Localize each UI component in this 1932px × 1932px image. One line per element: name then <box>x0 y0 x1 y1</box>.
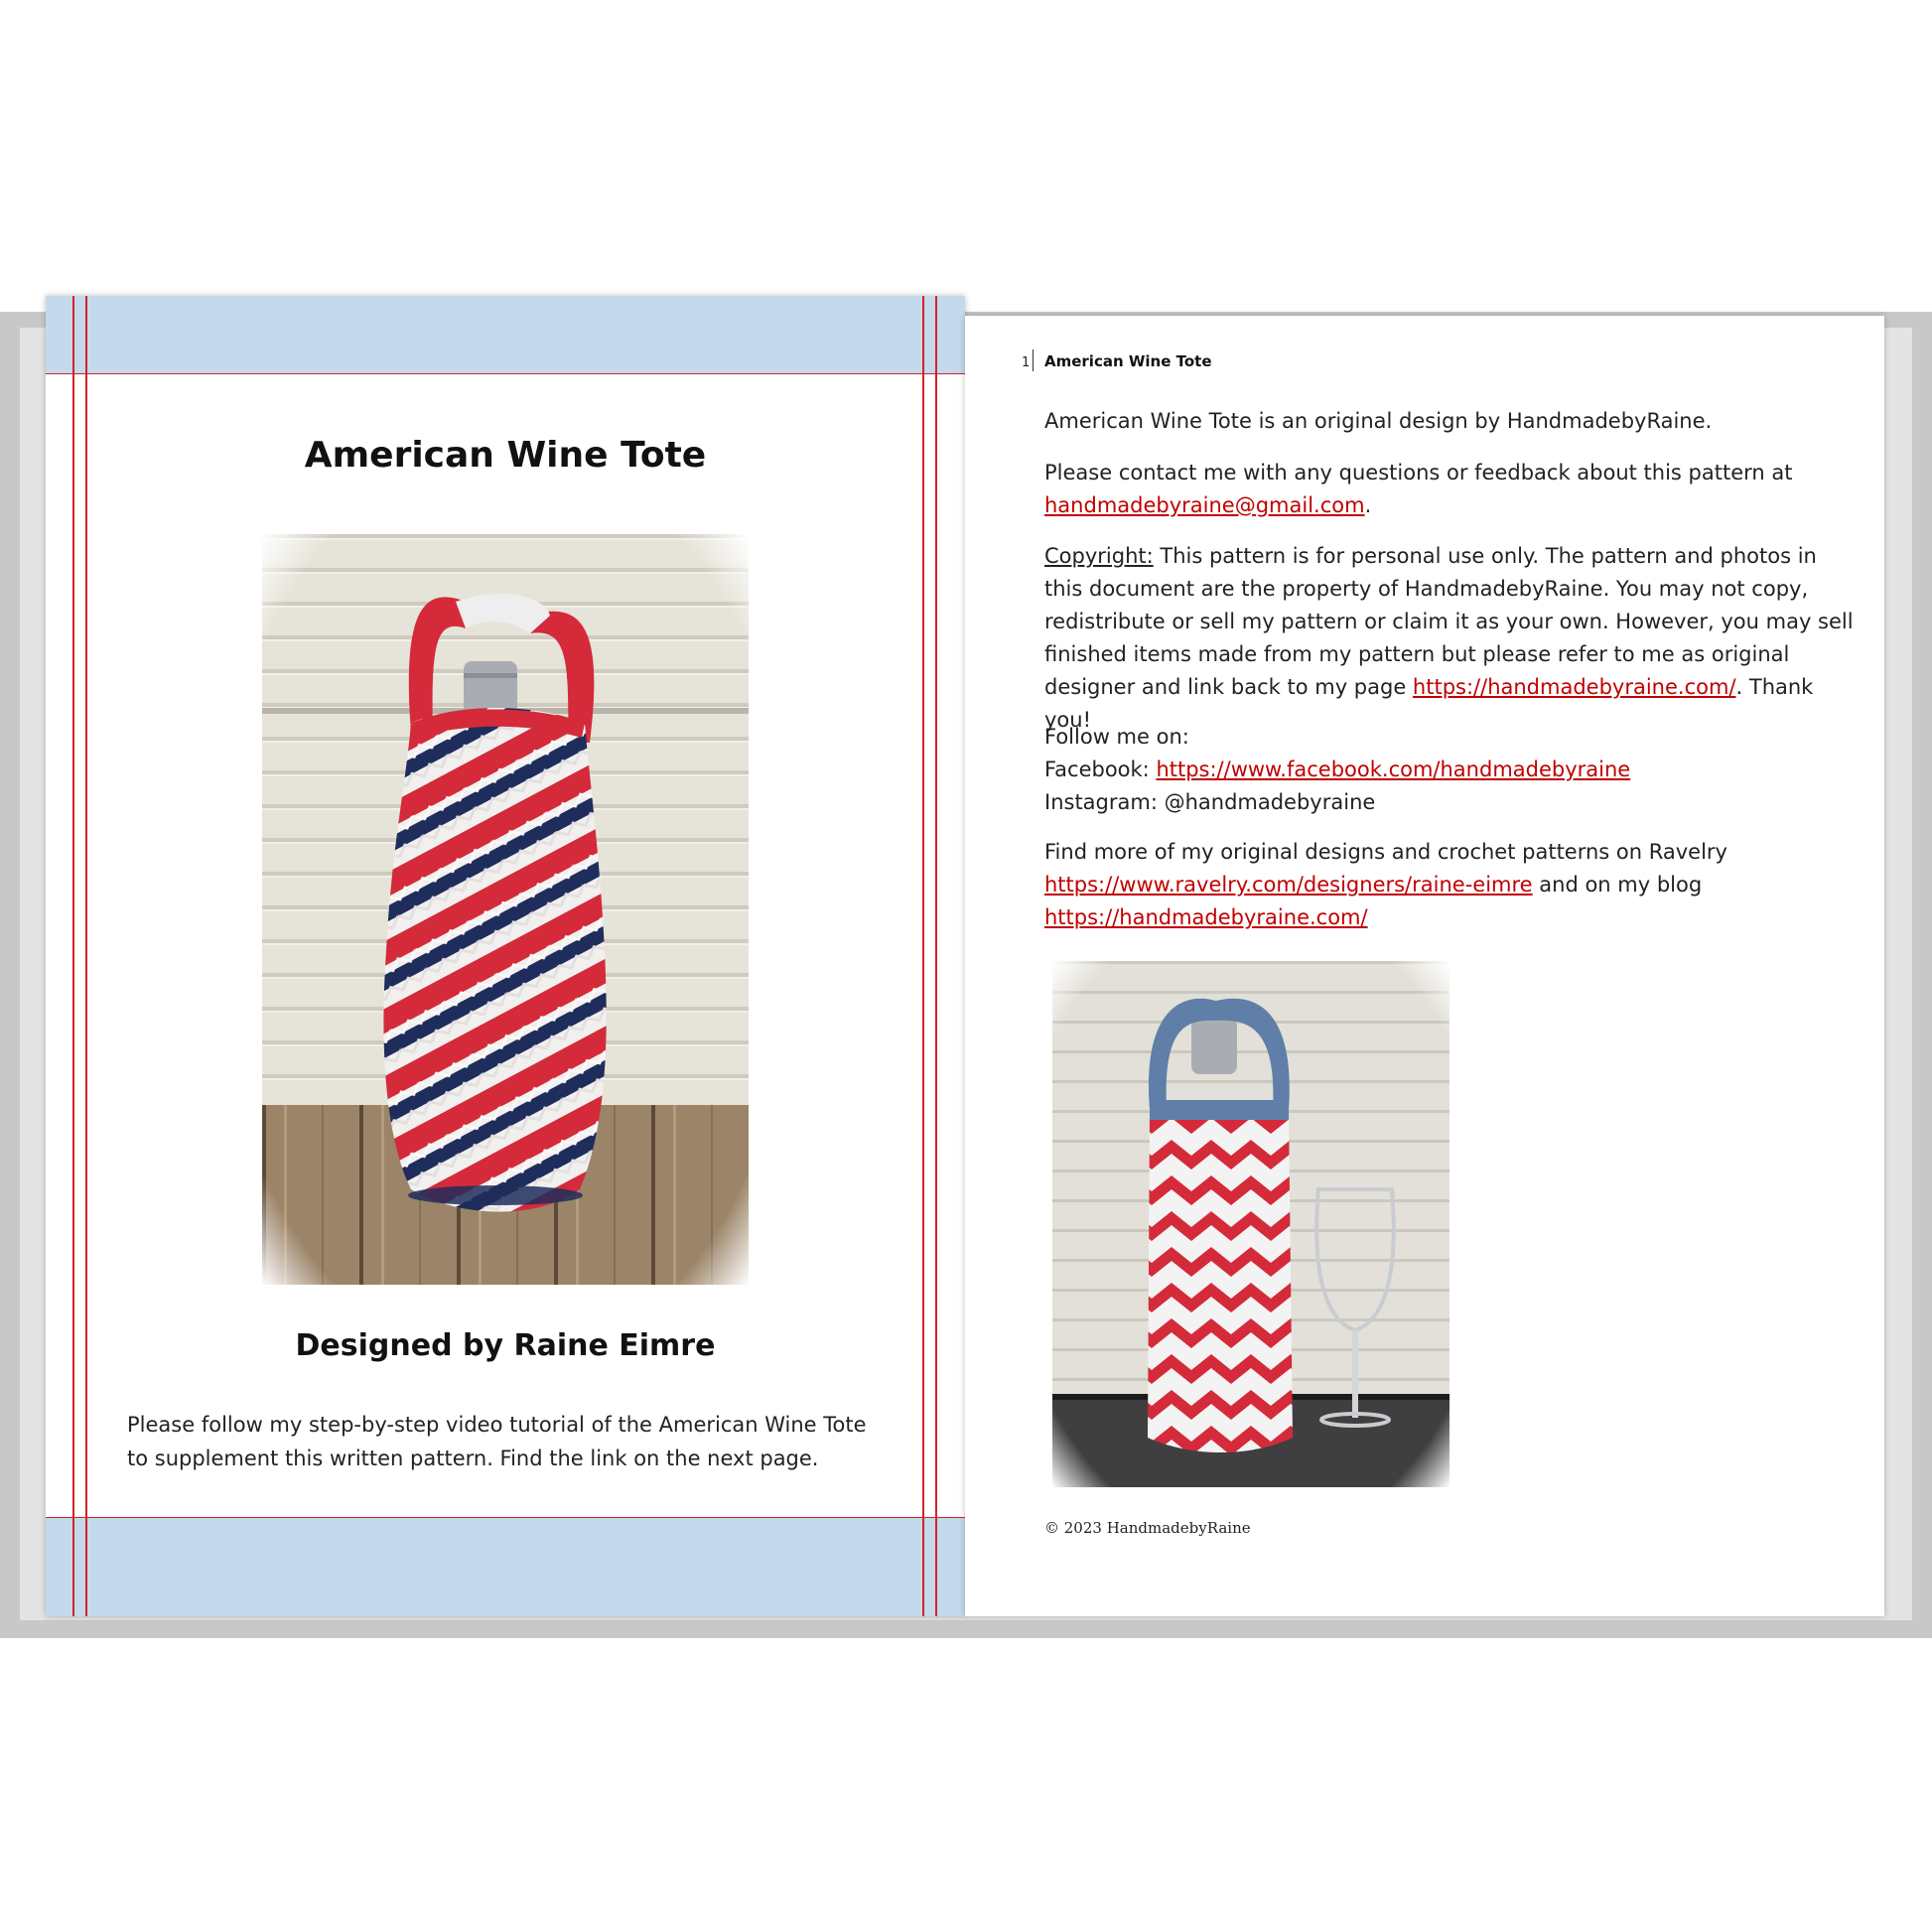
social-paragraph <box>1044 721 1859 819</box>
intro-paragraph <box>1044 405 1859 438</box>
follow-label: Follow me on: <box>1044 725 1189 749</box>
red-rule-left-inner <box>85 296 87 1616</box>
ravelry-paragraph <box>1044 836 1859 934</box>
contact-email-link[interactable]: handmadebyraine@gmail.com <box>1044 493 1365 517</box>
contact-end: . <box>1364 493 1372 517</box>
running-header: American Wine Tote <box>1044 352 1212 370</box>
red-rule-right-outer <box>935 296 937 1616</box>
more-designs-text: Find more of my original designs and crochet patterns on Ravelry <box>1044 840 1727 864</box>
bottom-color-band <box>46 1517 965 1616</box>
contact-text: Please contact me with any questions or feedback about this pattern at <box>1044 461 1793 484</box>
homepage-link[interactable]: https://handmadebyraine.com/ <box>1412 675 1736 699</box>
right-page <box>965 316 1884 1616</box>
contact-paragraph <box>1044 457 1859 522</box>
intro-text: American Wine Tote is an original design by HandmadebyRaine. <box>1044 409 1713 433</box>
copyright-footer: © 2023 HandmadebyRaine <box>1044 1519 1251 1537</box>
facebook-link[interactable]: https://www.facebook.com/handmadebyraine <box>1156 758 1631 781</box>
copyright-paragraph <box>1044 540 1859 737</box>
tote-with-glass-photo <box>1052 961 1449 1487</box>
blog-link[interactable]: https://handmadebyraine.com/ <box>1044 905 1368 929</box>
designer-heading: Designed by Raine Eimre <box>295 1328 716 1363</box>
red-rule-top <box>46 373 965 374</box>
blog-text: and on my blog <box>1532 873 1703 897</box>
red-rule-bottom <box>46 1517 965 1518</box>
wine-tote-glass-photo <box>1052 961 1449 1487</box>
ravelry-link[interactable]: https://www.ravelry.com/designers/raine-eimre <box>1044 873 1533 897</box>
red-rule-right-inner <box>922 296 924 1616</box>
facebook-label: Facebook: <box>1044 758 1157 781</box>
red-rule-left-outer <box>72 296 74 1616</box>
copyright-text: This pattern is for personal use only. The pattern and photos in this document are the property of HandmadebyRaine. You may not copy, redistribute or sell my pattern or claim it as your own. However, you may sell finished items made from my pattern but please refer to me as original designer and link back to my page <box>1044 544 1854 699</box>
header-divider <box>1033 349 1034 371</box>
page-number: 1 <box>1022 355 1031 370</box>
left-page <box>46 296 965 1616</box>
instagram-handle: Instagram: @handmadebyraine <box>1044 790 1376 814</box>
cover-title: American Wine Tote <box>304 435 707 476</box>
copyright-label: Copyright: <box>1044 544 1154 568</box>
cover-photo <box>262 534 749 1285</box>
copyright-end: . Thank you! <box>1044 675 1814 732</box>
top-color-band <box>46 296 965 373</box>
wine-tote-photo <box>262 534 749 1285</box>
video-tutorial-note: Please follow my step-by-step video tutorial of the American Wine Tote to supplement this written pattern. Find the link on the next page. <box>127 1413 867 1470</box>
